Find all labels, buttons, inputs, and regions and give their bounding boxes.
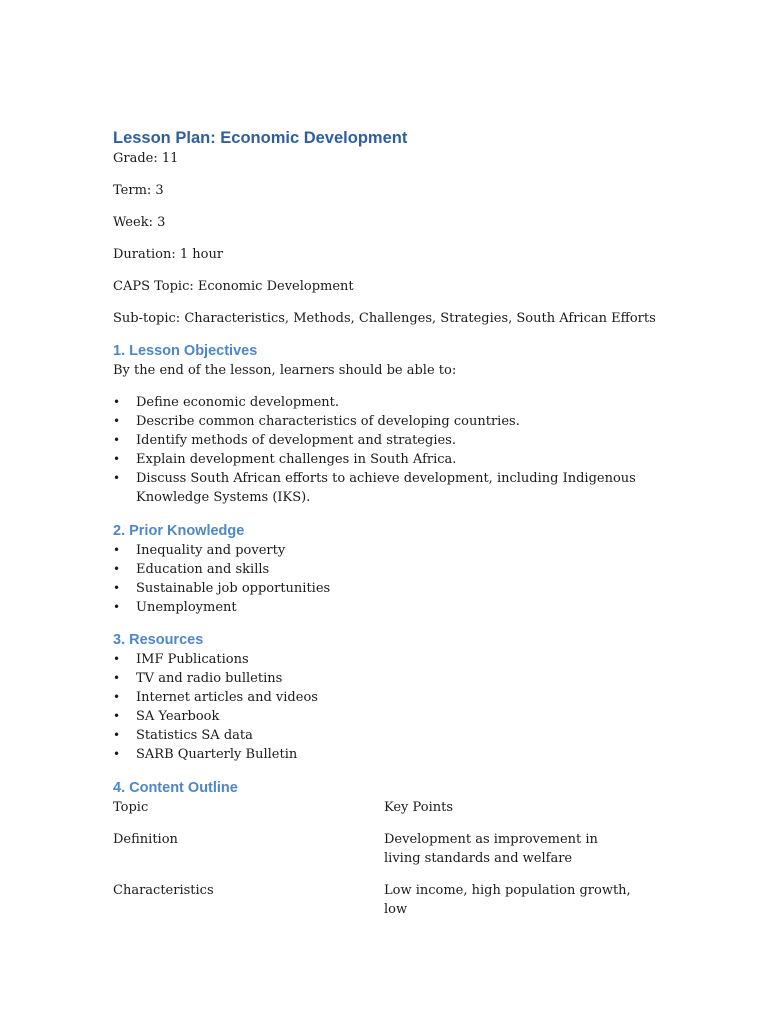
prior-knowledge-heading: 2. Prior Knowledge [113, 523, 245, 539]
meta-week: Week: 3 [113, 215, 166, 230]
table-cell-topic: Characteristics [113, 883, 214, 898]
bullet-icon: • [113, 562, 121, 576]
bullet-icon: • [113, 452, 121, 466]
content-outline-table [113, 798, 673, 919]
content-outline-heading: 4. Content Outline [113, 780, 238, 796]
bullet-icon: • [113, 747, 121, 761]
meta-duration: Duration: 1 hour [113, 247, 224, 262]
table-cell-key-points: Low income, high population growth, low [384, 883, 631, 917]
bullet-icon: • [113, 690, 121, 704]
list-item: • Unemployment [113, 600, 237, 615]
meta-grade: Grade: 11 [113, 151, 179, 166]
list-item: • Explain development challenges in South Africa. [113, 452, 457, 467]
bullet-icon: • [113, 395, 121, 409]
list-item: • Discuss South African efforts to achieve development, including Indigenous Knowledge Systems (IKS). [113, 471, 636, 505]
bullet-icon: • [113, 543, 121, 557]
bullet-icon: • [113, 671, 121, 685]
resources-heading: 3. Resources [113, 632, 204, 648]
meta-term: Term: 3 [113, 183, 164, 198]
list-item: • Describe common characteristics of developing countries. [113, 414, 520, 429]
objectives-list [113, 393, 673, 507]
list-item: • Define economic development. [113, 395, 339, 410]
list-item: • Sustainable job opportunities [113, 581, 331, 596]
section-objectives [113, 341, 673, 507]
list-item: • Internet articles and videos [113, 690, 318, 705]
table-row [113, 830, 673, 868]
bullet-icon: • [113, 433, 121, 447]
bullet-icon: • [113, 600, 121, 614]
column-header-topic: Topic [113, 800, 149, 815]
list-item: • SARB Quarterly Bulletin [113, 747, 298, 762]
table-header-row [113, 798, 673, 817]
document-page [113, 124, 673, 919]
list-item: • Statistics SA data [113, 728, 253, 743]
list-item: • TV and radio bulletins [113, 671, 283, 686]
meta-sub-topic: Sub-topic: Characteristics, Methods, Challenges, Strategies, South African Efforts [113, 311, 656, 326]
list-item: • Identify methods of development and strategies. [113, 433, 456, 448]
table-row [113, 881, 673, 919]
bullet-icon: • [113, 414, 121, 428]
objectives-intro: By the end of the lesson, learners should be able to: [113, 363, 457, 378]
list-item: • Inequality and poverty [113, 543, 286, 558]
lesson-meta [113, 149, 673, 328]
list-item: • Education and skills [113, 562, 270, 577]
list-item: • IMF Publications [113, 652, 249, 667]
section-resources [113, 630, 673, 764]
list-item: • SA Yearbook [113, 709, 220, 724]
bullet-icon: • [113, 709, 121, 723]
column-header-key-points: Key Points [384, 800, 454, 815]
prior-knowledge-list [113, 541, 673, 617]
document-title: Lesson Plan: Economic Development [113, 129, 408, 147]
section-content-outline [113, 778, 673, 919]
objectives-heading: 1. Lesson Objectives [113, 343, 258, 359]
meta-caps-topic: CAPS Topic: Economic Development [113, 279, 354, 294]
table-cell-key-points: Development as improvement in living standards and welfare [384, 832, 598, 866]
bullet-icon: • [113, 471, 121, 485]
resources-list [113, 650, 673, 764]
section-prior-knowledge [113, 521, 673, 617]
bullet-icon: • [113, 652, 121, 666]
table-cell-topic: Definition [113, 832, 178, 847]
bullet-icon: • [113, 581, 121, 595]
bullet-icon: • [113, 728, 121, 742]
